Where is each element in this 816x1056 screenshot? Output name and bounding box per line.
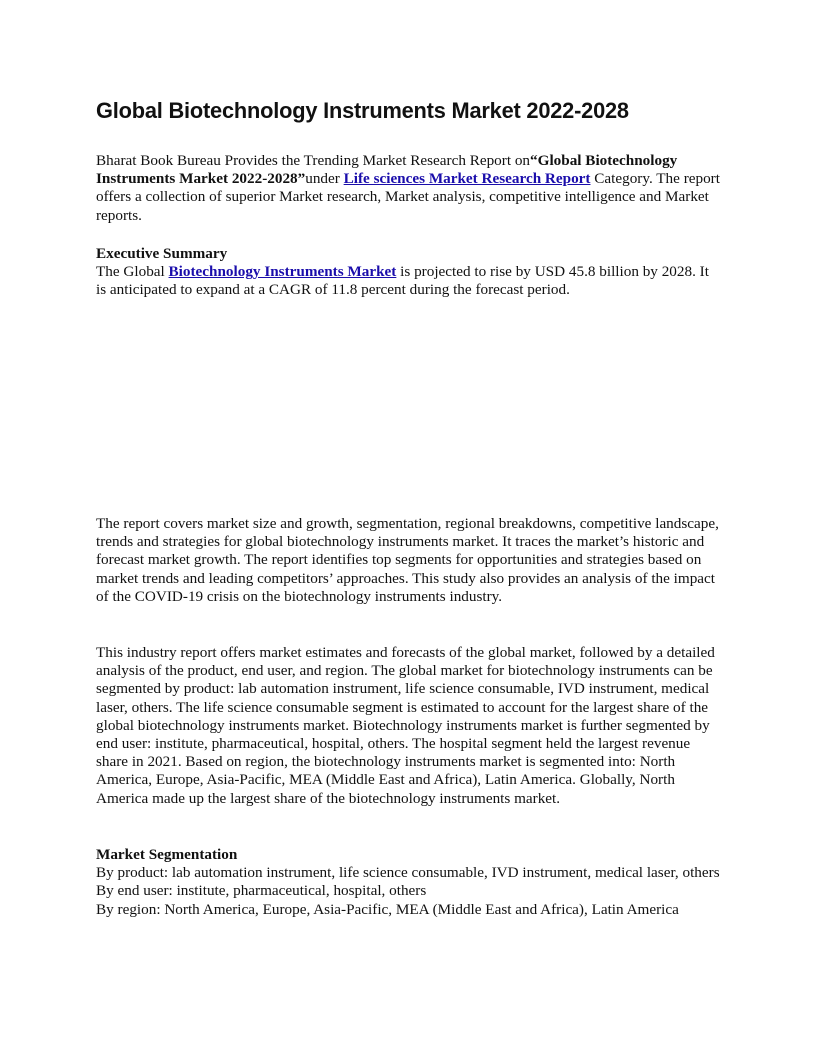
- intro-text-mid: under: [305, 170, 344, 188]
- segmentation-by-product: By product: lab automation instrument, life science consumable, IVD instrument, medical laser, others: [96, 864, 720, 882]
- page-title: Global Biotechnology Instruments Market 2022-2028: [96, 98, 629, 123]
- intro-report-title: “Global Biotechnology Instruments Market 2022-2028”: [96, 152, 678, 188]
- exec-text-post: is projected to rise by USD 45.8 billion by 2028. It is anticipated to expand at a CAGR of 11.8 percent during the forecast period.: [96, 263, 709, 299]
- segmentation-by-region: By region: North America, Europe, Asia-Pacific, MEA (Middle East and Africa), Latin America: [96, 900, 679, 918]
- report-coverage-paragraph: The report covers market size and growth, segmentation, regional breakdowns, competitive landscape, trends and strategies for global biotechnology instruments market. It traces the market’s historic and forecast market growth. The report identifies top segments for opportunities and strategies based on market trends and leading competitors’ approaches. This study also provides an analysis of the impact of the COVID-19 crisis on the biotechnology instruments industry.: [96, 515, 719, 605]
- executive-summary-heading: Executive Summary: [96, 245, 228, 262]
- life-sciences-report-link[interactable]: Life sciences Market Research Report: [343, 170, 591, 188]
- intro-paragraph: [96, 152, 722, 225]
- intro-text-pre: Bharat Book Bureau Provides the Trending Market Research Report on: [96, 152, 531, 169]
- market-segmentation-heading: Market Segmentation: [96, 846, 238, 863]
- executive-summary-section: [96, 245, 722, 300]
- intro-text-post: Category. The report offers a collection of superior Market research, Market analysis, competitive intelligence and Market reports.: [96, 170, 720, 224]
- executive-summary-paragraph: [96, 263, 722, 299]
- industry-report-paragraph: This industry report offers market estimates and forecasts of the global market, followed by a detailed analysis of the product, end user, and region. The global market for biotechnology instruments can be segmented by product: lab automation instrument, life science consumable, IVD instrument, medical laser, others. The life science consumable segment is estimated to account for the largest share of the global biotechnology instruments market. Biotechnology instruments market is further segmented by end user: institute, pharmaceutical, hospital, others. The hospital segment held the largest revenue share in 2021. Based on region, the biotechnology instruments market is segmented into: North America, Europe, Asia-Pacific, MEA (Middle East and Africa), Latin America. Globally, North America made up the largest share of the biotechnology instruments market.: [96, 644, 715, 807]
- market-segmentation-section: [96, 846, 722, 919]
- segmentation-by-end-user: By end user: institute, pharmaceutical, hospital, others: [96, 882, 427, 900]
- exec-text-pre: The Global: [96, 263, 169, 281]
- biotechnology-instruments-market-link[interactable]: Biotechnology Instruments Market: [168, 263, 397, 281]
